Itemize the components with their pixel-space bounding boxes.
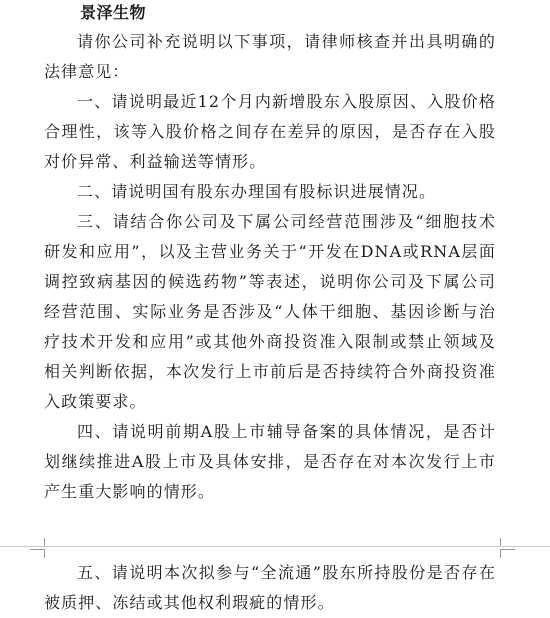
page-break-line — [0, 546, 550, 547]
crop-mark-bottom-right — [500, 549, 515, 558]
intro-paragraph: 请你公司补充说明以下事项，请律师核查并出具明确的法律意见： — [44, 32, 496, 81]
document-page-bottom — [0, 558, 550, 610]
crop-mark-bottom-left — [30, 549, 45, 558]
item-2-paragraph: 二、请说明国有股东办理国有股标识进展情况。 — [77, 182, 437, 201]
item-3-paragraph: 三、请结合你公司及下属公司经营范围涉及“细胞技术研发和应用”，以及主营业务关于“开发在DNA或RNA层面调控致病基因的候选药物”等表述，说明你公司及下属公司经营范围、实际业务是否涉及“人体干细胞、基因诊断与治疗技术开发和应用”或其他外商投资准入限制或禁止领域及相关判断依据，本次发行上市前后是否持续符合外商投资准入政策要求。 — [44, 212, 496, 411]
item-1-paragraph: 一、请说明最近12个月内新增股东入股原因、入股价格合理性，该等入股价格之间存在差异的原因，是否存在入股对价异常、利益输送等情形。 — [44, 92, 496, 171]
item-4-paragraph: 四、请说明前期A股上市辅导备案的具体情况，是否计划继续推进A股上市及具体安排，是否存在对本次发行上市产生重大影响的情形。 — [44, 422, 496, 501]
document-body — [44, 27, 496, 507]
document-body-continued — [44, 558, 496, 618]
page-break — [0, 538, 550, 558]
company-heading: 景泽生物 — [80, 3, 147, 22]
item-5-paragraph: 五、请说明本次拟参与“全流通”股东所持股份是否存在被质押、冻结或其他权利瑕疵的情形。 — [44, 563, 496, 612]
